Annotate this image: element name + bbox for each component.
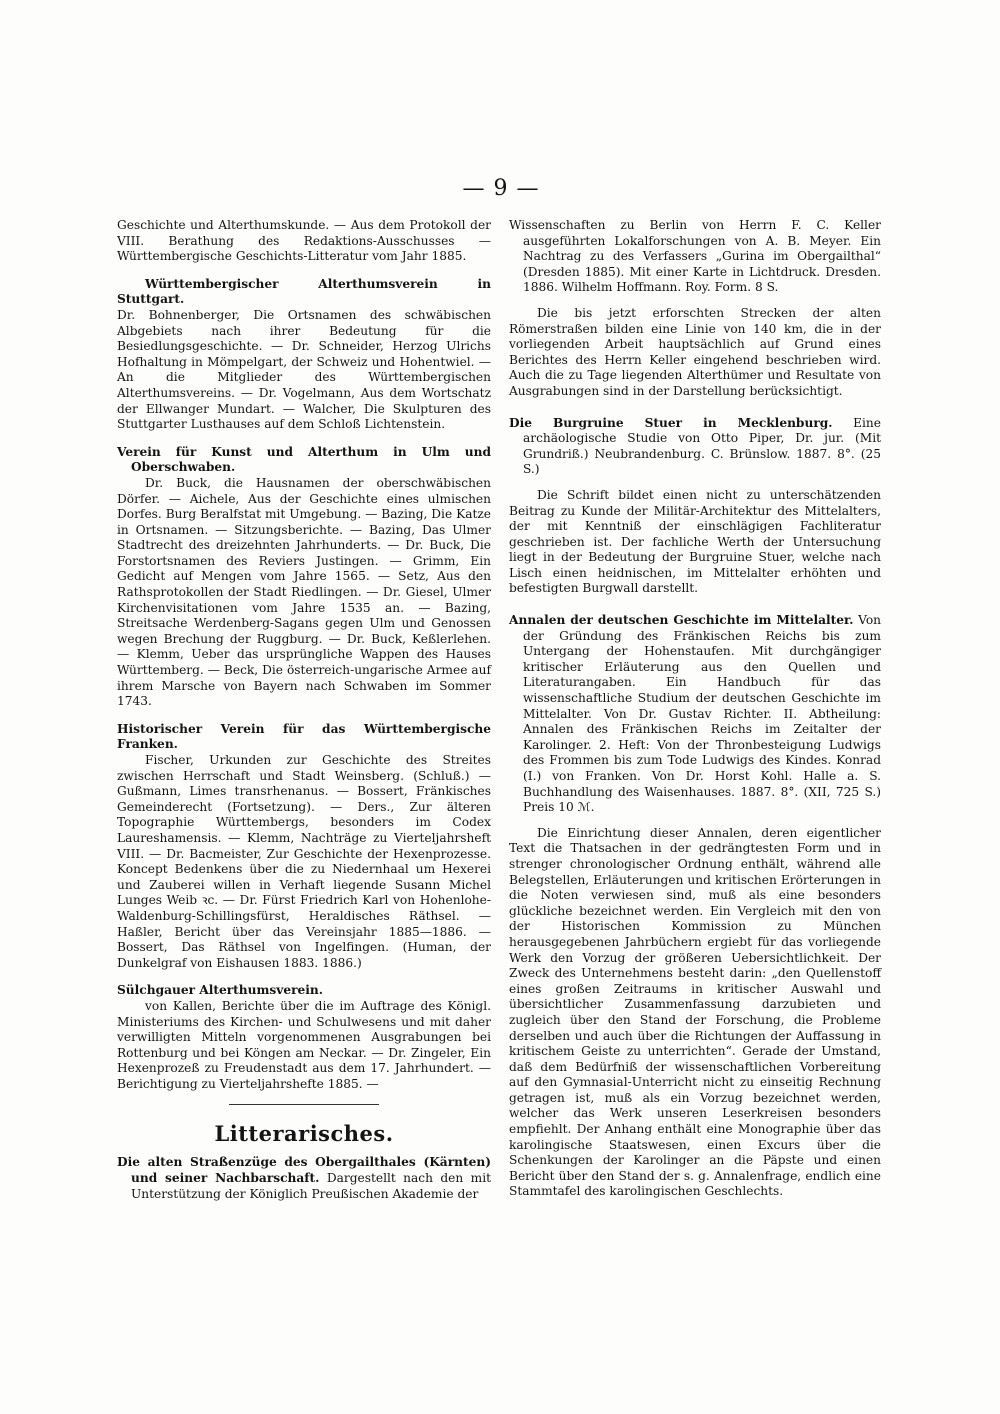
intro-section xyxy=(117,218,491,265)
section-heading: Sülchgauer Alterthumsverein. xyxy=(117,983,324,998)
left-column xyxy=(117,218,491,1214)
section-text: Dr. Buck, die Hausnamen der oberschwäbischen Dörfer. — Aichele, Aus der Geschichte eines ulmischen Dorfes. Burg Beralfstat mit Umgebung. — Bazing, Die Katze in Ortsnamen. — Sitzungsberichte. — Bazing, Das Ulmer Stadtrecht des dreizehnten Jahrhunderts. — Dr. Buck, Die Forstortsnamen des Reviers Justingen. — Grimm, Ein Gedicht auf Mengen vom Jahre 1565. — Setz, Aus den Rathsprotokollen der Stadt Riedlingen. — Dr. Giesel, Ulmer Kirchenvisitationen vom Jahre 1535 an. — Bazing, Streitsache Werdenberg-Sagans gegen Ulm und Genossen wegen Brechung der Ruggburg. — Dr. Buck, Keßlerlehen. — Klemm, Ueber das ursprüngliche Wappen des Hauses Württemberg. — Beck, Die österreich-ungarische Armee auf ihrem Marsche von Bayern nach Schwaben im Sommer 1743. xyxy=(117,475,491,709)
franken-verein-section xyxy=(117,722,491,972)
stuer-review xyxy=(509,416,881,598)
annalen-review xyxy=(509,613,881,1200)
wuerttemberg-verein-section xyxy=(117,277,491,433)
review-paragraph: Die Einrichtung dieser Annalen, deren eigentlicher Text die Thatsachen in der gedrängtesten Form und in strenger chronologischer Ordnung enthält, während alle Belegstellen, Erläuterungen und kritischen Erörterungen in die Noten verwiesen sind, muß als eine besonders glückliche bezeichnet werden. Ein Vergleich mit den von der Historischen Kommission zu München herausgegebenen Jahrbüchern ergiebt für das vorliegende Werk den Vorzug der größeren Uebersichtlichkeit. Der Zweck des Unternehmens besteht darin: „den Quellenstoff eines großen Zeitraums in kritischer Auswahl und übersichtlicher Zusammenfassung darzubieten und zugleich über den Stand der Forschung, die Probleme derselben und auch über die Richtungen der Auffassung in kritischem Geiste zu unterrichten“. Gerade der Umstand, daß dem Bedürfniß der wissenschaftlichen Vorbereitung auf den Gymnasial-Unterricht nicht zu einseitig Rechnung getragen ist, muß als ein Vorzug bezeichnet werden, welcher das Werk unseren Leserkreisen besonders empfiehlt. Der Anhang enthält eine Monographie über das karolingische Staatswesen, einen Excurs über die Schenkungen der Karolinger an die Päpste und einen Bericht über den Stand der s. g. Annalenfrage, endlich eine Stammtafel des karolingischen Geschlechts. xyxy=(509,825,881,1199)
section-text: Dr. Bohnenberger, Die Ortsnamen des schwäbischen Albgebiets nach ihrer Bedeutung für die Besiedlungsgeschichte. — Dr. Schneider, Herzog Ulrichs Hofhaltung in Mömpelgart, der Schweiz und Hohentwiel. — An die Mitglieder des Württembergischen Alterthumsvereins. — Dr. Vogelmann, Aus dem Wortschatz der Ellwanger Mundart. — Walcher, Die Skulpturen des Stuttgarter Lusthauses auf dem Schloß Lichtenstein. xyxy=(117,307,491,432)
section-heading: Württembergischer Alterthumsverein in Stuttgart. xyxy=(117,276,491,307)
suelchgau-verein-section xyxy=(117,983,491,1092)
review-heading: Die Burgruine Stuer in Mecklenburg. xyxy=(509,415,833,430)
review-text: Eine archäologische Studie von Otto Piper, Dr. jur. (Mit Grundriß.) Neubrandenburg. C. Brünslow. 1887. 8°. (25 S.) xyxy=(523,415,881,477)
ulm-verein-section xyxy=(117,445,491,710)
review-text: Wissenschaften zu Berlin von Herrn F. C. Keller ausgeführten Lokalforschungen von A. B. Meyer. Ein Nachtrag zu des Verfassers „Gurina im Obergailthal“ (Dresden 1885). Mit einer Karte in Lichtdruck. Dresden. 1886. Wilhelm Hoffmann. Roy. Form. 8 S. xyxy=(509,218,881,295)
review-paragraph: Die Schrift bildet einen nicht zu unterschätzenden Beitrag zu Kunde der Militär-Architektur des Mittelalters, der mit Kenntniß der einschlägigen Fachliteratur geschrieben ist. Der fachliche Werth der Untersuchung liegt in der Bedeutung der Burgruine Stuer, welche nach Lisch einen heidnischen, im Mittelalter erhöhten und befestigten Burgwall darstellt. xyxy=(509,487,881,596)
review-heading: Die alten Straßenzüge des Obergailthales (Kärnten) und seiner Nachbarschaft. xyxy=(117,1155,491,1186)
litterarisches-heading: Litterarisches. xyxy=(214,1121,394,1147)
page-number: — 9 — xyxy=(462,176,540,201)
review-text: Dargestellt nach den mit Unterstützung der Königlich Preußischen Akademie der xyxy=(131,1171,492,1201)
section-heading: Verein für Kunst und Alterthum in Ulm und Oberschwaben. xyxy=(117,444,491,475)
review-paragraph: Die bis jetzt erforschten Strecken der alten Römerstraßen bilden eine Linie von 140 km, die in der vorliegenden Arbeit hauptsächlich auf Grund eines Berichtes des Herrn Keller eingehend beschrieben wird. Auch die zu Tage liegenden Alterthümer und Resultate von Ausgrabungen sind in der Darstellung berücksichtigt. xyxy=(509,305,881,398)
intro-paragraph: Geschichte und Alterthumskunde. — Aus dem Protokoll der VIII. Berathung des Redaktions-Ausschusses — Württembergische Geschichts-Litteratur vom Jahr 1885. xyxy=(117,218,491,264)
gailthal-review-continued xyxy=(509,218,881,400)
section-heading: Historischer Verein für das Württembergische Franken. xyxy=(117,721,491,752)
section-divider xyxy=(229,1104,379,1105)
review-heading: Annalen der deutschen Geschichte im Mittelalter. xyxy=(509,613,854,628)
gailthal-review xyxy=(117,1155,491,1202)
section-text: Fischer, Urkunden zur Geschichte des Streites zwischen Herrschaft und Stadt Weinsberg. (Schluß.) — Gußmann, Limes transrhenanus. — Bossert, Fränkisches Gemeinderecht (Fortsetzung). — Ders., Zur älteren Topographie Württembergs, besonders im Codex Laureshamensis. — Klemm, Nachträge zu Vierteljahrsheft VIII. — Dr. Bacmeister, Zur Geschichte der Hexenprozesse. Koncept Bedenkens über die zu Niedernhaal um Hexerei und Zauberei willen in Verhaft liegende Susann Michel Lunges Weib ꝛc. — Dr. Fürst Friedrich Karl von Hohenlohe-Waldenburg-Schillingsfürst, Heraldisches Räthsel. — Haßler, Bericht über das Vereinsjahr 1885—1886. — Bossert, Das Räthsel von Ingelfingen. (Human, der Dunkelgraf von Eishausen 1883. 1886.) xyxy=(117,753,491,970)
right-column xyxy=(509,218,881,1212)
review-text: Von der Gründung des Fränkischen Reichs bis zum Untergang der Hohenstaufen. Mit durchgängiger kritischer Erläuterung aus den Quellen und Literaturangaben. Ein Handbuch für das wissenschaftliche Studium der deutschen Geschichte im Mittelalter. Von Dr. Gustav Richter. II. Abtheilung: Annalen des Fränkischen Reichs im Zeitalter der Karolinger. 2. Heft: Von der Thronbesteigung Ludwigs des Frommen bis zum Tode Ludwigs des Kindes. Konrad (I.) von Franken. Von Dr. Horst Kohl. Halle a. S. Buchhandlung des Waisenhauses. 1887. 8°. (XII, 725 S.) Preis 10 ℳ. xyxy=(523,613,882,815)
section-text: von Kallen, Berichte über die im Auftrage des Königl. Ministeriums des Kirchen- und Schulwesens und mit daher verwilligten Mitteln vorgenommenen Ausgrabungen bei Rottenburg und bei Köngen am Neckar. — Dr. Zingeler, Ein Hexenprozeß zu Freudenstadt aus dem 17. Jahrhundert. — Berichtigung zu Vierteljahrshefte 1885. — xyxy=(117,998,491,1091)
